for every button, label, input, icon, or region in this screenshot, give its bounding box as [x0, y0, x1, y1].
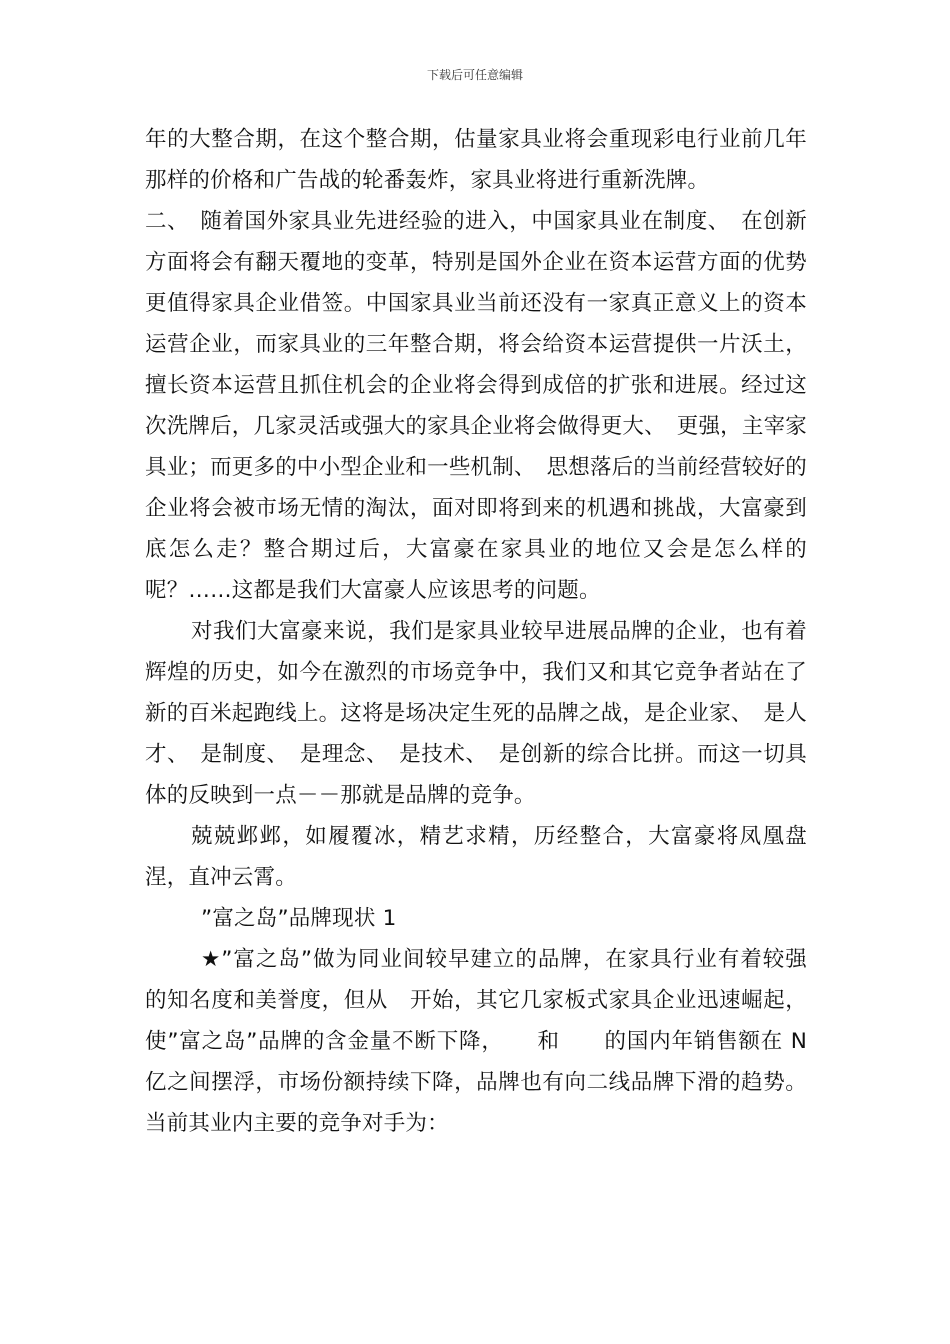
paragraph-continuation: 年的大整合期，在这个整合期，估量家具业将会重现彩电行业前几年那样的价格和广告战的轮番轰炸，家具业将进行重新洗牌。: [145, 127, 807, 193]
section-heading-brand-status: ”富之岛”品牌现状 1: [201, 906, 397, 931]
paragraph-brand-history: 对我们大富豪来说，我们是家具业较早进展品牌的企业，也有着辉煌的历史，如今在激烈的市场竞争中，我们又和其它竞争者站在了新的百米起跑线上。这将是场决定生死的品牌之战，是企业家、 是人才、 是制度、 是理念、 是技术、 是创新的综合比拼。而这一切具体的反映到一点－－那就是品牌的竞争。: [145, 619, 807, 808]
paragraph-section-two: 二、 随着国外家具业先进经验的进入，中国家具业在制度、 在创新方面将会有翻天覆地的变革，特别是国外企业在资本运营方面的优势更值得家具企业借签。中国家具业当前还没有一家真正意义上的资本运营企业，而家具业的三年整合期，将会给资本运营提供一片沃土，擅长资本运营且抓住机会的企业将会得到成倍的扩张和进展。经过这次洗牌后，几家灵活或强大的家具企业将会做得更大、 更强，主宰家具业；而更多的中小型企业和一些机制、 思想落后的当前经营较好的企业将会被市场无情的淘汰，面对即将到来的机遇和挑战，大富豪到底怎么走？整合期过后，大富豪在家具业的地位又会是怎么样的呢？……这都是我们大富豪人应该思考的问题。: [145, 209, 807, 603]
paragraph-motto: 兢兢邺邺，如履覆冰，精艺求精，历经整合，大富豪将凤凰盘涅，直冲云霄。: [145, 824, 807, 890]
page-header: 下载后可任意编辑: [426, 68, 523, 82]
paragraph-brand-status: ★”富之岛”做为同业间较早建立的品牌，在家具行业有着较强的知名度和美誉度，但从 开始，其它几家板式家具企业迅速崛起，使”富之岛”品牌的含金量不断下降， 和 的国内年销售额在 N 亿之间摆浮，市场份额持续下降，品牌也有向二线品牌下滑的趋势。当前其业内主要的竞争对手为：: [145, 947, 807, 1136]
document-body: [145, 119, 807, 1144]
